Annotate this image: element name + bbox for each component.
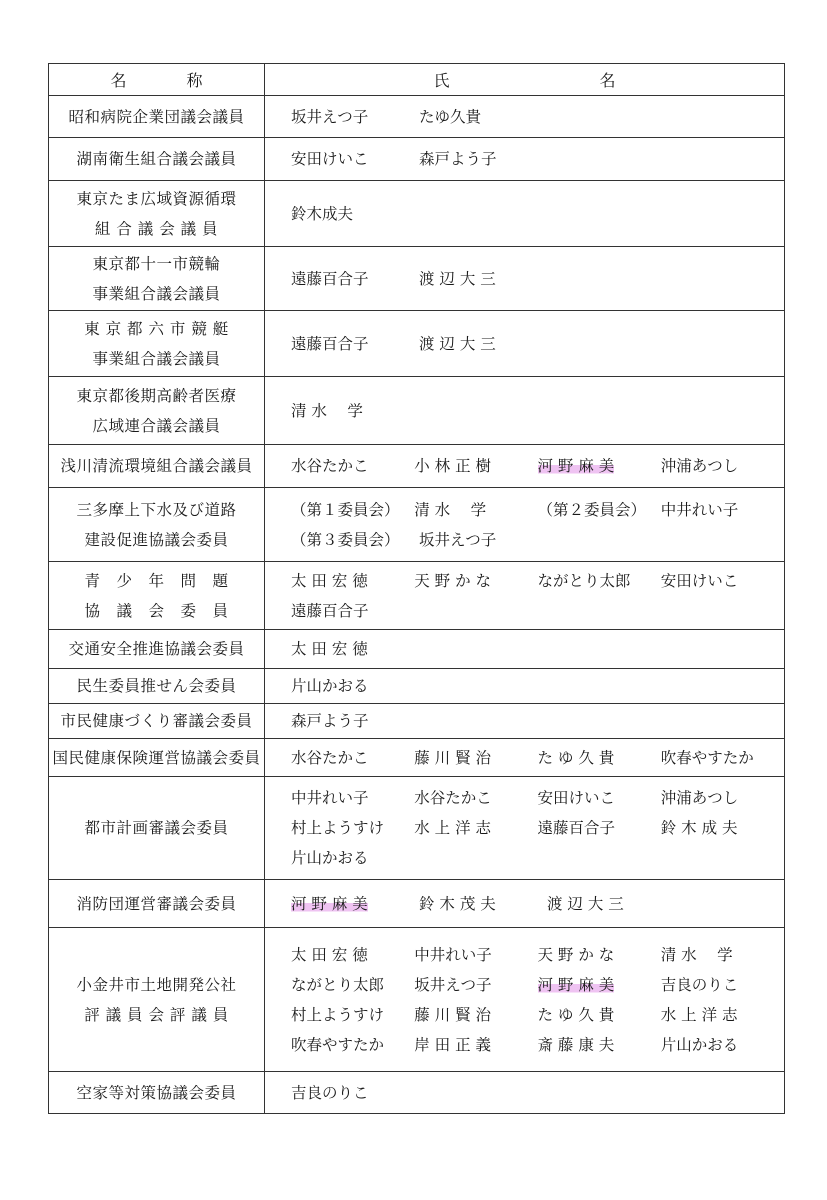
member-name xyxy=(291,889,419,919)
header-name-char-1: 名 xyxy=(110,71,127,90)
committee-name xyxy=(49,704,265,739)
member-name xyxy=(419,264,547,294)
member-name xyxy=(414,783,537,813)
member-name xyxy=(419,144,547,174)
committee-name-line: 東京都後期高齢者医療 xyxy=(76,386,237,405)
committee-name xyxy=(49,247,265,311)
member-name xyxy=(538,451,661,481)
header-row xyxy=(49,64,785,96)
member-list xyxy=(265,138,785,181)
member-row xyxy=(291,525,784,555)
table-row xyxy=(49,445,785,488)
member-name-text: 片山かおる xyxy=(291,849,369,867)
member-name xyxy=(291,1078,419,1108)
committee-name-line: 三多摩上下水及び道路 xyxy=(76,500,237,519)
member-list xyxy=(265,488,785,562)
table-row xyxy=(49,630,785,669)
member-name-text: 沖浦あつし xyxy=(660,457,739,475)
member-name-text: 水 上 洋 志 xyxy=(660,1005,738,1024)
member-name xyxy=(291,783,414,813)
member-name-text: 片山かおる xyxy=(660,1035,739,1054)
member-name xyxy=(538,940,661,970)
member-name-text: 坂井えつ子 xyxy=(419,530,497,549)
member-name-text: 太 田 宏 徳 xyxy=(291,945,368,964)
member-name-text: 渡 辺 大 三 xyxy=(547,894,624,913)
member-list xyxy=(265,562,785,630)
member-row xyxy=(291,1030,784,1060)
member-name-text: （第３委員会） xyxy=(291,530,400,549)
member-name xyxy=(291,495,414,525)
member-name xyxy=(538,783,661,813)
committee-name xyxy=(49,739,265,777)
member-list xyxy=(265,377,785,445)
member-name xyxy=(291,199,419,229)
committee-name-line: 事業組合議会議員 xyxy=(92,284,221,303)
member-row xyxy=(291,199,784,229)
member-name xyxy=(291,566,414,596)
member-list xyxy=(265,1072,785,1114)
member-name xyxy=(414,743,537,773)
member-name-text: 水 上 洋 志 xyxy=(414,819,492,837)
member-name-text: 遠藤百合子 xyxy=(537,819,616,837)
member-row xyxy=(291,706,784,736)
member-name xyxy=(414,1000,537,1030)
member-list xyxy=(265,445,785,488)
member-row xyxy=(291,634,784,664)
member-name-text: 中井れい子 xyxy=(660,500,739,519)
member-row xyxy=(291,1000,784,1030)
committee-name xyxy=(49,669,265,704)
member-name xyxy=(547,889,675,919)
committee-name-line: 湖南衛生組合議会議員 xyxy=(76,150,237,168)
member-name-text: 吉良のりこ xyxy=(660,975,739,994)
committee-name xyxy=(49,181,265,247)
table-row xyxy=(49,739,785,777)
member-row xyxy=(291,396,784,426)
member-row xyxy=(291,743,784,773)
member-name xyxy=(291,843,419,873)
committee-name xyxy=(49,777,265,880)
member-name xyxy=(661,743,784,773)
highlighted-member-name: 河 野 麻 美 xyxy=(537,457,615,475)
member-name-text: 中井れい子 xyxy=(291,789,369,807)
member-list xyxy=(265,669,785,704)
member-name-text: 片山かおる xyxy=(291,677,369,695)
committee-name xyxy=(49,928,265,1072)
member-name-text: 渡 辺 大 三 xyxy=(419,334,496,353)
member-name-text: 天 野 か な xyxy=(537,945,615,964)
committee-name xyxy=(49,630,265,669)
member-name-text: 沖浦あつし xyxy=(660,789,739,807)
member-name xyxy=(661,970,784,1000)
member-name xyxy=(291,743,414,773)
member-row xyxy=(291,144,784,174)
member-name xyxy=(291,264,419,294)
member-name xyxy=(538,1030,661,1060)
committee-name-line: 協 議 会 委 員 xyxy=(84,601,229,620)
member-name xyxy=(419,525,547,555)
highlighted-member-name: 河 野 麻 美 xyxy=(291,894,368,913)
committee-name-line: 浅川清流環境組合議会議員 xyxy=(60,457,253,475)
committee-name-line: 東 京 都 六 市 競 艇 xyxy=(84,319,229,338)
member-list xyxy=(265,739,785,777)
member-name xyxy=(291,596,419,626)
member-name xyxy=(661,451,784,481)
member-name xyxy=(291,329,419,359)
member-name-text: たゆ久貴 xyxy=(419,107,482,126)
committee-name xyxy=(49,377,265,445)
member-name xyxy=(419,102,547,132)
header-member-char-1: 氏 xyxy=(433,71,450,90)
member-name-text: 岸 田 正 義 xyxy=(414,1035,492,1054)
member-name-text: 森戸よう子 xyxy=(419,150,497,168)
member-name-text: ながとり太郎 xyxy=(537,571,631,590)
member-name xyxy=(661,813,784,843)
member-name-text: 安田けいこ xyxy=(291,150,369,168)
member-name xyxy=(291,706,419,736)
member-row xyxy=(291,329,784,359)
table-row xyxy=(49,880,785,928)
member-name-text: 水谷たかこ xyxy=(291,457,369,475)
member-name xyxy=(538,566,661,596)
committee-name-line: 東京たま広域資源循環 xyxy=(76,189,237,208)
header-member-column xyxy=(265,64,785,96)
member-name-text: 太 田 宏 徳 xyxy=(291,571,368,590)
committee-name xyxy=(49,488,265,562)
member-row xyxy=(291,596,784,626)
member-name-text: 遠藤百合子 xyxy=(291,269,369,288)
member-name-text: 清 水 学 xyxy=(660,945,733,964)
member-name-text: た ゆ 久 貴 xyxy=(537,1005,615,1024)
member-row xyxy=(291,1078,784,1108)
member-name xyxy=(291,634,419,664)
member-name xyxy=(538,970,661,1000)
table-row xyxy=(49,777,785,880)
member-name-text: 森戸よう子 xyxy=(291,712,369,730)
table-row xyxy=(49,247,785,311)
member-name xyxy=(538,743,661,773)
member-name xyxy=(661,566,784,596)
table-row xyxy=(49,311,785,377)
member-name-text: た ゆ 久 貴 xyxy=(537,748,615,767)
member-name xyxy=(291,813,414,843)
member-name-text: 小 林 正 樹 xyxy=(414,457,492,475)
highlighted-member-name: 河 野 麻 美 xyxy=(537,975,615,994)
committee-name-line: 青 少 年 問 題 xyxy=(84,571,229,590)
table-row xyxy=(49,181,785,247)
member-name-text: 水谷たかこ xyxy=(414,789,492,807)
member-name xyxy=(291,102,419,132)
member-name xyxy=(291,1000,414,1030)
committee-name-line: 事業組合議会議員 xyxy=(92,349,221,368)
member-name-text: 安田けいこ xyxy=(537,789,616,807)
member-name-text: 清 水 学 xyxy=(414,500,487,519)
member-name xyxy=(291,671,419,701)
member-name-text: 鈴 木 成 夫 xyxy=(660,819,738,837)
member-name-text: 村上ようすけ xyxy=(291,819,385,837)
committee-name-line: 民生委員推せん会委員 xyxy=(76,677,237,695)
committee-name-line: 組 合 議 会 議 員 xyxy=(94,219,219,238)
committee-name xyxy=(49,311,265,377)
member-row xyxy=(291,102,784,132)
member-name xyxy=(538,495,661,525)
member-name-text: 遠藤百合子 xyxy=(291,334,369,353)
member-name xyxy=(661,1030,784,1060)
member-name xyxy=(291,144,419,174)
member-row xyxy=(291,264,784,294)
member-list xyxy=(265,928,785,1072)
member-list xyxy=(265,630,785,669)
member-name xyxy=(414,451,537,481)
member-row xyxy=(291,970,784,1000)
committee-name-line: 都市計画審議会委員 xyxy=(84,819,229,837)
member-name xyxy=(414,970,537,1000)
committee-name-line: 国民健康保険運営協議会委員 xyxy=(52,748,261,767)
committee-name xyxy=(49,1072,265,1114)
member-name-text: 鈴木成夫 xyxy=(291,204,354,223)
member-name xyxy=(661,1000,784,1030)
committee-name xyxy=(49,138,265,181)
committee-name xyxy=(49,96,265,138)
table-row xyxy=(49,138,785,181)
member-list xyxy=(265,247,785,311)
committee-name-line: 消防団運営審議会委員 xyxy=(76,894,237,913)
table-row xyxy=(49,1072,785,1114)
member-name-text: （第２委員会） xyxy=(537,500,647,519)
member-name-text: 中井れい子 xyxy=(414,945,492,964)
member-name-text: 坂井えつ子 xyxy=(291,107,369,126)
member-name-text: （第１委員会） xyxy=(291,500,400,519)
committee-name-line: 広域連合議会議員 xyxy=(92,416,221,435)
member-row xyxy=(291,889,784,919)
member-name xyxy=(414,1030,537,1060)
member-name xyxy=(291,451,414,481)
member-name xyxy=(414,566,537,596)
committee-name-line: 空家等対策協議会委員 xyxy=(76,1083,237,1102)
member-name xyxy=(291,1030,414,1060)
committee-table xyxy=(48,63,785,1114)
member-name-text: 藤 川 賢 治 xyxy=(414,1005,492,1024)
member-row xyxy=(291,495,784,525)
member-name xyxy=(538,1000,661,1030)
member-name xyxy=(419,329,547,359)
committee-name xyxy=(49,445,265,488)
committee-name-line: 小金井市土地開発公社 xyxy=(76,975,237,994)
member-row xyxy=(291,813,784,843)
member-list xyxy=(265,880,785,928)
header-member-char-2: 名 xyxy=(599,71,616,90)
member-name-text: 太 田 宏 徳 xyxy=(291,640,368,658)
table-row xyxy=(49,96,785,138)
member-name xyxy=(414,940,537,970)
member-name xyxy=(291,970,414,1000)
member-name xyxy=(291,940,414,970)
table-row xyxy=(49,669,785,704)
member-name xyxy=(661,940,784,970)
committee-name xyxy=(49,880,265,928)
header-name-column xyxy=(49,64,265,96)
member-name-text: ながとり太郎 xyxy=(291,975,385,994)
member-name-text: 吹春やすたか xyxy=(660,748,754,767)
member-list xyxy=(265,311,785,377)
member-row xyxy=(291,451,784,481)
member-name-text: 天 野 か な xyxy=(414,571,492,590)
member-name-text: 安田けいこ xyxy=(660,571,739,590)
committee-name-line: 東京都十一市競輪 xyxy=(92,254,221,273)
member-name-text: 村上ようすけ xyxy=(291,1005,385,1024)
member-name-text: 斎 藤 康 夫 xyxy=(537,1035,615,1054)
member-list xyxy=(265,704,785,739)
table-row xyxy=(49,562,785,630)
committee-name-line: 昭和病院企業団議会議員 xyxy=(68,107,245,126)
member-name-text: 吉良のりこ xyxy=(291,1083,369,1102)
member-name-text: 坂井えつ子 xyxy=(414,975,492,994)
member-name xyxy=(414,813,537,843)
member-list xyxy=(265,96,785,138)
member-name xyxy=(291,525,419,555)
member-name xyxy=(419,889,547,919)
table-row xyxy=(49,488,785,562)
member-name xyxy=(538,813,661,843)
committee-name xyxy=(49,562,265,630)
member-name-text: 鈴 木 茂 夫 xyxy=(419,894,496,913)
header-name-char-2: 称 xyxy=(186,71,203,90)
member-name xyxy=(291,396,419,426)
member-name-text: 遠藤百合子 xyxy=(291,601,369,620)
member-name-text: 藤 川 賢 治 xyxy=(414,748,492,767)
member-row xyxy=(291,940,784,970)
member-name-text: 清 水 学 xyxy=(291,401,363,420)
member-name-text: 渡 辺 大 三 xyxy=(419,269,496,288)
member-row xyxy=(291,843,784,873)
member-row xyxy=(291,671,784,701)
table-row xyxy=(49,928,785,1072)
committee-name-line: 市民健康づくり審議会委員 xyxy=(60,712,253,730)
member-row xyxy=(291,783,784,813)
member-name xyxy=(661,783,784,813)
member-name xyxy=(661,495,784,525)
member-name-text: 吹春やすたか xyxy=(291,1035,385,1054)
table-row xyxy=(49,704,785,739)
member-list xyxy=(265,181,785,247)
member-row xyxy=(291,566,784,596)
member-name xyxy=(414,495,537,525)
member-name-text: 水谷たかこ xyxy=(291,748,369,767)
table-row xyxy=(49,377,785,445)
committee-name-line: 評 議 員 会 評 議 員 xyxy=(84,1005,229,1024)
committee-name-line: 建設促進協議会委員 xyxy=(84,530,229,549)
member-list xyxy=(265,777,785,880)
committee-name-line: 交通安全推進協議会委員 xyxy=(68,640,245,658)
